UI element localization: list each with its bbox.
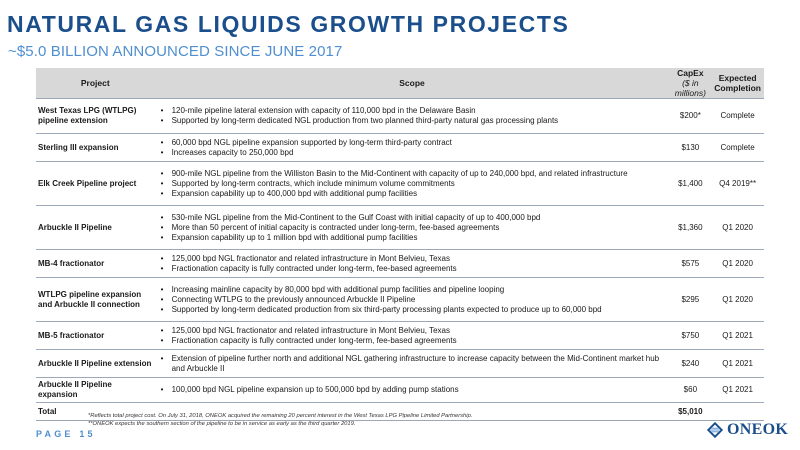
scope-item: • 125,000 bpd NGL fractionator and related infrastructure in Mont Belvieu, Texas — [158, 254, 667, 264]
footnote: *Reflects total project cost. On July 31, 2018, ONEOK acquired the remaining 20 percent interest in the West Texas LPG Pipeline Limited Partnership. — [88, 413, 473, 419]
scope-item: • 100,000 bpd NGL pipeline expansion up to 500,000 bpd by adding pump stations — [158, 385, 667, 395]
project-scope — [155, 134, 670, 162]
header-project: Project — [36, 68, 155, 99]
project-scope — [155, 322, 670, 350]
capex-value: $295 — [669, 278, 711, 322]
scope-item: • 125,000 bpd NGL fractionator and related infrastructure in Mont Belvieu, Texas — [158, 326, 667, 336]
footnotes — [88, 412, 472, 428]
scope-item: • Supported by long-term dedicated production from six third-party processing plants expected to produce up to 60,000 bpd — [158, 305, 667, 315]
slide-title: NATURAL GAS LIQUIDS GROWTH PROJECTS — [7, 11, 570, 37]
capex-value: $1,360 — [669, 206, 711, 250]
project-name: Sterling III expansion — [36, 134, 155, 162]
project-name: Arbuckle II Pipeline expansion — [36, 378, 155, 403]
completion-value: Q1 2020 — [711, 206, 764, 250]
completion-value: Q1 2020 — [711, 278, 764, 322]
oneok-logo — [706, 421, 788, 439]
scope-list — [158, 385, 667, 395]
project-name: West Texas LPG (WTLPG) pipeline extension — [36, 99, 155, 134]
project-name: Arbuckle II Pipeline extension — [36, 350, 155, 378]
scope-item: • Fractionation capacity is fully contracted under long-term, fee-based agreements — [158, 264, 667, 274]
header-scope: Scope — [155, 68, 670, 99]
header-capex — [669, 68, 711, 99]
scope-list — [158, 254, 667, 274]
completion-value: Q4 2019** — [711, 162, 764, 206]
scope-item: • 900-mile NGL pipeline from the Williston Basin to the Mid-Continent with capacity of up to 240,000 bpd, and related infrastructure — [158, 169, 667, 179]
projects-table — [36, 68, 764, 421]
scope-item: • 120-mile pipeline lateral extension with capacity of 110,000 bpd in the Delaware Basin — [158, 106, 667, 116]
total-label: Total — [36, 403, 155, 421]
table-row — [36, 134, 764, 162]
scope-item: • 60,000 bpd NGL pipeline expansion supported by long-term third-party contract — [158, 138, 667, 148]
project-scope — [155, 206, 670, 250]
capex-value: $200* — [669, 99, 711, 134]
scope-item: • Fractionation capacity is fully contracted under long-term, fee-based agreements — [158, 336, 667, 346]
scope-list — [158, 354, 667, 374]
capex-value: $1,400 — [669, 162, 711, 206]
project-name: WTLPG pipeline expansion and Arbuckle II connection — [36, 278, 155, 322]
table-row — [36, 322, 764, 350]
scope-list — [158, 213, 667, 243]
completion-value: Q1 2021 — [711, 378, 764, 403]
scope-item: • 530-mile NGL pipeline from the Mid-Continent to the Gulf Coast with initial capacity of up to 400,000 bpd — [158, 213, 667, 223]
scope-list — [158, 138, 667, 158]
table-row — [36, 206, 764, 250]
project-scope — [155, 378, 670, 403]
project-name: Elk Creek Pipeline project — [36, 162, 155, 206]
total-spacer — [711, 403, 764, 421]
header-capex-label: CapEx — [677, 68, 704, 78]
capex-value: $60 — [669, 378, 711, 403]
header-expected-label: Expected — [718, 73, 757, 83]
scope-list — [158, 285, 667, 315]
header-completion-label: Completion — [714, 83, 761, 93]
scope-list — [158, 106, 667, 126]
project-scope — [155, 99, 670, 134]
table-row — [36, 162, 764, 206]
table-row — [36, 99, 764, 134]
scope-item: • Increasing mainline capacity by 80,000 bpd with additional pump facilities and pipeline looping — [158, 285, 667, 295]
scope-item: • Connecting WTLPG to the previously announced Arbuckle II Pipeline — [158, 295, 667, 305]
scope-list — [158, 169, 667, 199]
table-body — [36, 99, 764, 421]
logo-wordmark: ONEOK — [727, 421, 789, 438]
capex-value: $750 — [669, 322, 711, 350]
scope-item: • Supported by long-term dedicated NGL production from two planned third-party natural gas processing plants — [158, 116, 667, 126]
scope-item: • More than 50 percent of initial capacity is contracted under long-term, fee-based agreements — [158, 223, 667, 233]
scope-item: • Increases capacity to 250,000 bpd — [158, 148, 667, 158]
capex-value: $575 — [669, 250, 711, 278]
capex-value: $240 — [669, 350, 711, 378]
table-row — [36, 278, 764, 322]
table-header — [36, 68, 764, 99]
completion-value: Complete — [711, 134, 764, 162]
header-expected-completion — [711, 68, 764, 99]
footnote: **ONEOK expects the southern section of the pipeline to be in service as early as the third quarter 2019. — [88, 421, 356, 427]
scope-list — [158, 326, 667, 346]
project-scope — [155, 162, 670, 206]
header-capex-unit: ($ in millions) — [674, 78, 706, 98]
scope-item: • Expansion capability up to 400,000 bpd with additional pump facilities — [158, 189, 667, 199]
project-scope — [155, 250, 670, 278]
completion-value: Complete — [711, 99, 764, 134]
slide-subtitle: ~$5.0 BILLION ANNOUNCED SINCE JUNE 2017 — [8, 43, 343, 60]
table-row — [36, 350, 764, 378]
project-scope — [155, 350, 670, 378]
scope-item: • Extension of pipeline further north and additional NGL gathering infrastructure to increase capacity between the Mid-Continent market hub and Arbuckle II — [158, 354, 667, 374]
capex-value: $130 — [669, 134, 711, 162]
total-capex: $5,010 — [669, 403, 711, 421]
project-name: Arbuckle II Pipeline — [36, 206, 155, 250]
project-name: MB-4 fractionator — [36, 250, 155, 278]
completion-value: Q1 2021 — [711, 350, 764, 378]
table-row — [36, 250, 764, 278]
table-row — [36, 378, 764, 403]
project-name: MB-5 fractionator — [36, 322, 155, 350]
oneok-diamond-icon — [706, 421, 724, 439]
scope-item: • Supported by long-term contracts, which include minimum volume commitments — [158, 179, 667, 189]
scope-item: • Expansion capability up to 1 million bpd with additional pump facilities — [158, 233, 667, 243]
completion-value: Q1 2020 — [711, 250, 764, 278]
page-number: PAGE 15 — [36, 429, 96, 439]
project-scope — [155, 278, 670, 322]
completion-value: Q1 2021 — [711, 322, 764, 350]
